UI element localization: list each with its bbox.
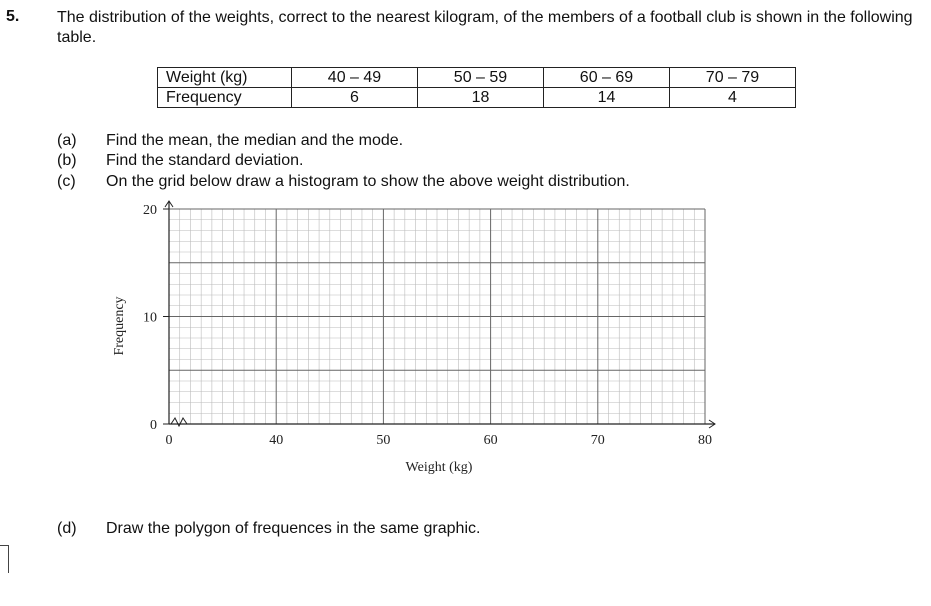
part-c-label: (c) [57, 173, 76, 190]
part-a-label: (a) [57, 132, 77, 149]
question-intro: The distribution of the weights, correct to the nearest kilogram, of the members of a football club is shown in the following table. [57, 9, 913, 46]
table-cell: 60 – 69 [544, 68, 670, 88]
y-tick-label: 0 [150, 418, 157, 433]
question-number: 5. [6, 8, 20, 25]
x-tick-label: 50 [376, 433, 391, 448]
part-b-text: Find the standard deviation. [106, 152, 304, 169]
axis-break-icon [171, 418, 187, 426]
x-tick-label: 60 [483, 433, 498, 448]
margin-mark [0, 545, 9, 573]
x-tick-label: 0 [165, 433, 173, 448]
table-cell: 4 [670, 88, 796, 108]
y-tick-label: 20 [143, 203, 157, 218]
table-header-weight: Weight (kg) [158, 68, 292, 88]
part-d-label: (d) [57, 520, 77, 537]
y-axis-label: Frequency [112, 296, 127, 356]
x-tick-label: 70 [590, 433, 605, 448]
part-b-label: (b) [57, 152, 77, 169]
table-cell: 70 – 79 [670, 68, 796, 88]
table-cell: 6 [292, 88, 418, 108]
tick-labels [143, 203, 712, 448]
y-tick-label: 10 [143, 310, 157, 326]
part-c-text: On the grid below draw a histogram to show the above weight distribution. [106, 173, 630, 190]
x-tick-label: 40 [269, 433, 284, 448]
x-tick-label: 80 [698, 433, 712, 448]
table-header-frequency: Frequency [158, 88, 292, 108]
table-cell: 40 – 49 [292, 68, 418, 88]
x-axis-label: Weight (kg) [405, 460, 473, 475]
table-cell: 50 – 59 [418, 68, 544, 88]
part-a-text: Find the mean, the median and the mode. [106, 132, 404, 149]
table-cell: 14 [544, 88, 670, 108]
axes [163, 201, 715, 428]
part-d-text: Draw the polygon of frequences in the same graphic. [106, 520, 481, 537]
table-cell: 18 [418, 88, 544, 108]
